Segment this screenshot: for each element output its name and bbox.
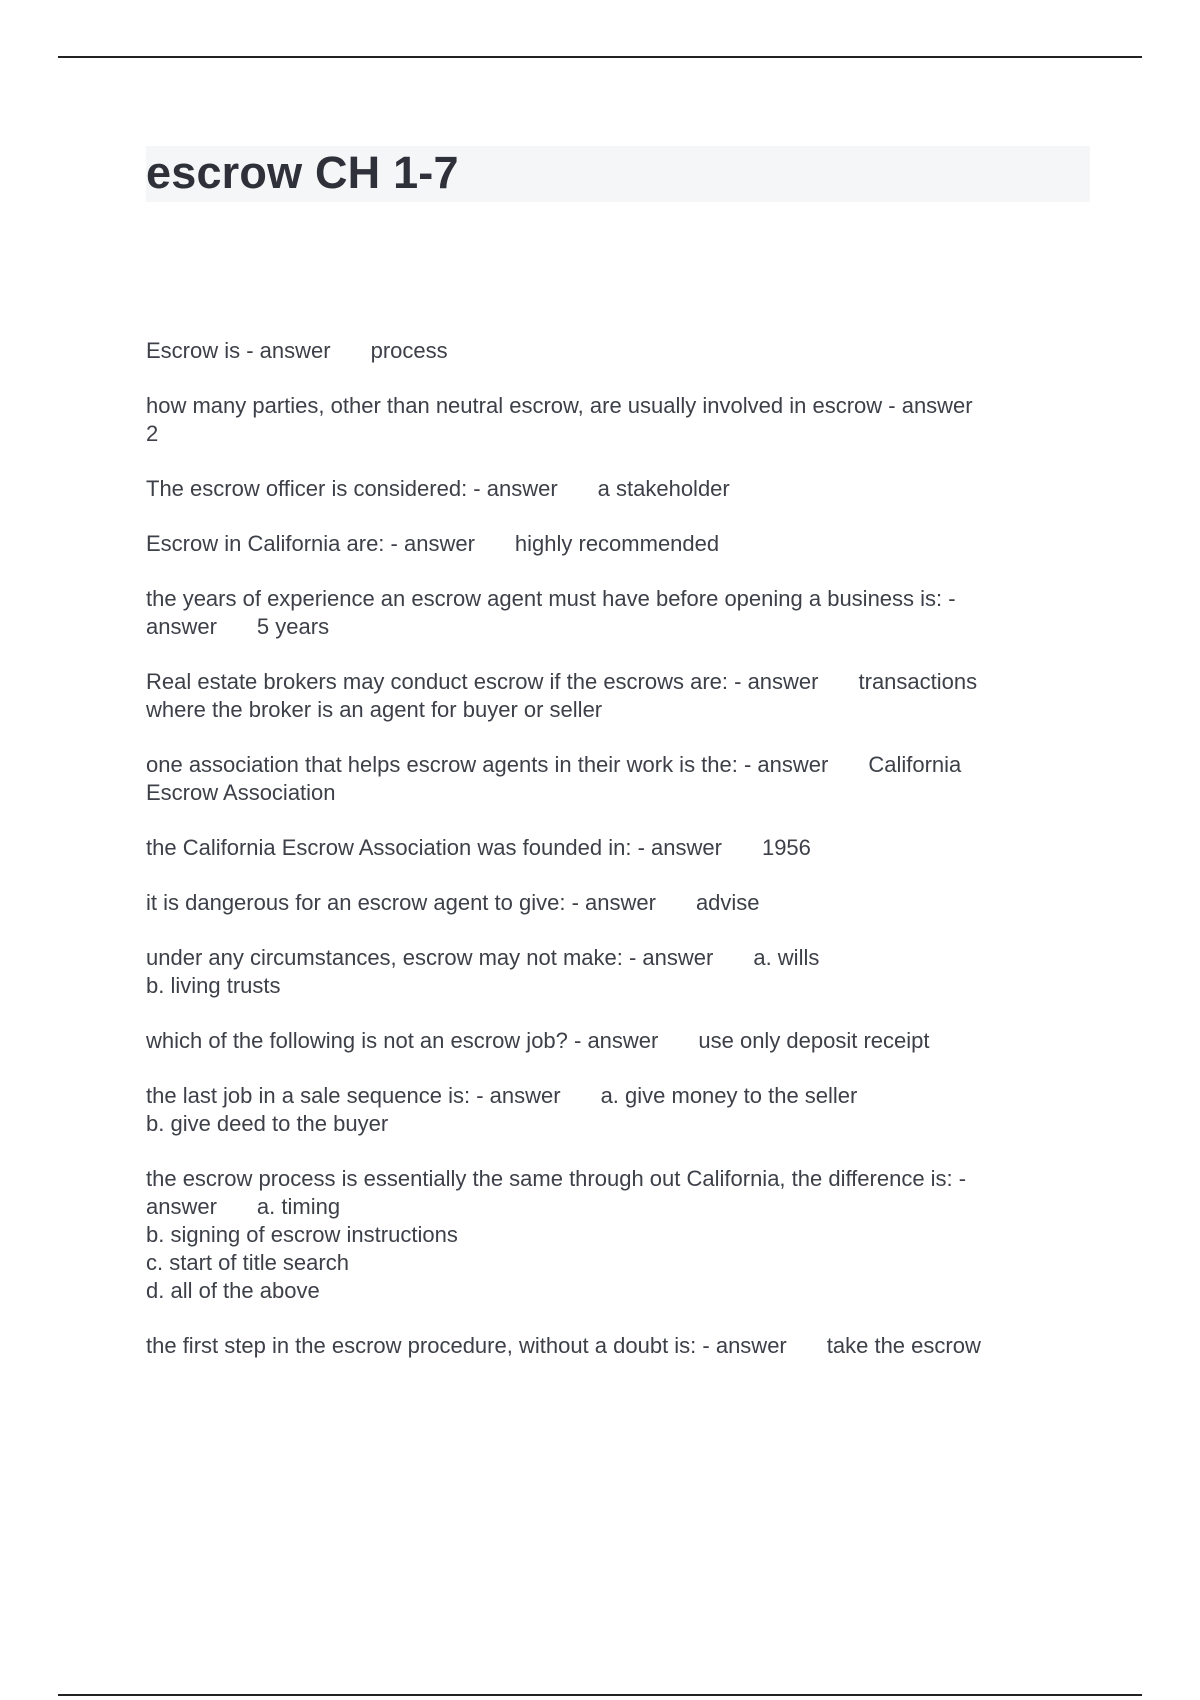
top-rule bbox=[58, 56, 1142, 58]
flashcard-item bbox=[146, 889, 1066, 917]
flashcard-item bbox=[146, 475, 1066, 503]
answer-text: 1956 bbox=[761, 835, 811, 860]
answer-text: 5 years bbox=[256, 614, 330, 639]
flashcard-item bbox=[146, 1165, 1066, 1305]
question-text: Real estate brokers may conduct escrow if the escrows are: - answer bbox=[146, 669, 819, 694]
flashcard-line bbox=[146, 944, 1066, 972]
flashcard-item bbox=[146, 530, 1066, 558]
question-text: 2 bbox=[146, 421, 159, 446]
question-text: the last job in a sale sequence is: - answer bbox=[146, 1083, 561, 1108]
flashcard-line bbox=[146, 1193, 1066, 1221]
flashcard-list bbox=[146, 337, 1066, 1387]
question-text: where the broker is an agent for buyer or seller bbox=[146, 697, 603, 722]
question-text: b. give deed to the buyer bbox=[146, 1111, 389, 1136]
answer-text: California bbox=[868, 752, 962, 777]
question-text: Escrow is - answer bbox=[146, 338, 331, 363]
question-text: b. signing of escrow instructions bbox=[146, 1222, 458, 1247]
flashcard-line bbox=[146, 1332, 1066, 1360]
answer-text: take the escrow bbox=[826, 1333, 981, 1358]
answer-text: transactions bbox=[858, 669, 978, 694]
flashcard-item bbox=[146, 1082, 1066, 1138]
answer-text: highly recommended bbox=[514, 531, 720, 556]
flashcard-line bbox=[146, 1249, 1066, 1277]
question-text: one association that helps escrow agents in their work is the: - answer bbox=[146, 752, 829, 777]
flashcard-line bbox=[146, 668, 1066, 696]
flashcard-line bbox=[146, 751, 1066, 779]
flashcard-line bbox=[146, 1110, 1066, 1138]
flashcard-line bbox=[146, 889, 1066, 917]
bottom-rule bbox=[58, 1694, 1142, 1696]
flashcard-line bbox=[146, 613, 1066, 641]
question-text: The escrow officer is considered: - answer bbox=[146, 476, 558, 501]
flashcard-line bbox=[146, 337, 1066, 365]
question-text: it is dangerous for an escrow agent to give: - answer bbox=[146, 890, 656, 915]
flashcard-line bbox=[146, 972, 1066, 1000]
question-text: the California Escrow Association was founded in: - answer bbox=[146, 835, 722, 860]
question-text: c. start of title search bbox=[146, 1250, 349, 1275]
question-text: the first step in the escrow procedure, without a doubt is: - answer bbox=[146, 1333, 787, 1358]
flashcard-item bbox=[146, 1332, 1066, 1360]
answer-text: a. timing bbox=[256, 1194, 341, 1219]
question-text: answer bbox=[146, 614, 217, 639]
question-text: b. living trusts bbox=[146, 973, 281, 998]
flashcard-item bbox=[146, 944, 1066, 1000]
question-text: the years of experience an escrow agent must have before opening a business is: - bbox=[146, 586, 956, 611]
question-text: Escrow Association bbox=[146, 780, 336, 805]
flashcard-item bbox=[146, 585, 1066, 641]
flashcard-item bbox=[146, 337, 1066, 365]
answer-text: use only deposit receipt bbox=[698, 1028, 930, 1053]
answer-text: a. give money to the seller bbox=[600, 1083, 858, 1108]
flashcard-line bbox=[146, 1082, 1066, 1110]
document-title: escrow CH 1-7 bbox=[146, 147, 459, 198]
question-text: answer bbox=[146, 1194, 217, 1219]
flashcard-line bbox=[146, 392, 1066, 420]
flashcard-item bbox=[146, 834, 1066, 862]
flashcard-line bbox=[146, 779, 1066, 807]
flashcard-line bbox=[146, 530, 1066, 558]
answer-text: advise bbox=[695, 890, 760, 915]
answer-text: process bbox=[370, 338, 448, 363]
flashcard-item bbox=[146, 668, 1066, 724]
flashcard-line bbox=[146, 834, 1066, 862]
flashcard-item bbox=[146, 1027, 1066, 1055]
question-text: how many parties, other than neutral escrow, are usually involved in escrow - answer bbox=[146, 393, 973, 418]
question-text: Escrow in California are: - answer bbox=[146, 531, 475, 556]
question-text: the escrow process is essentially the same through out California, the difference is: - bbox=[146, 1166, 967, 1191]
flashcard-line bbox=[146, 420, 1066, 448]
flashcard-line bbox=[146, 475, 1066, 503]
flashcard-line bbox=[146, 585, 1066, 613]
flashcard-line bbox=[146, 1027, 1066, 1055]
question-text: which of the following is not an escrow job? - answer bbox=[146, 1028, 659, 1053]
flashcard-item bbox=[146, 392, 1066, 448]
answer-text: a stakeholder bbox=[597, 476, 730, 501]
flashcard-line bbox=[146, 1221, 1066, 1249]
answer-text: a. wills bbox=[753, 945, 820, 970]
question-text: under any circumstances, escrow may not make: - answer bbox=[146, 945, 714, 970]
flashcard-line bbox=[146, 1165, 1066, 1193]
flashcard-item bbox=[146, 751, 1066, 807]
flashcard-line bbox=[146, 1277, 1066, 1305]
question-text: d. all of the above bbox=[146, 1278, 320, 1303]
flashcard-line bbox=[146, 696, 1066, 724]
